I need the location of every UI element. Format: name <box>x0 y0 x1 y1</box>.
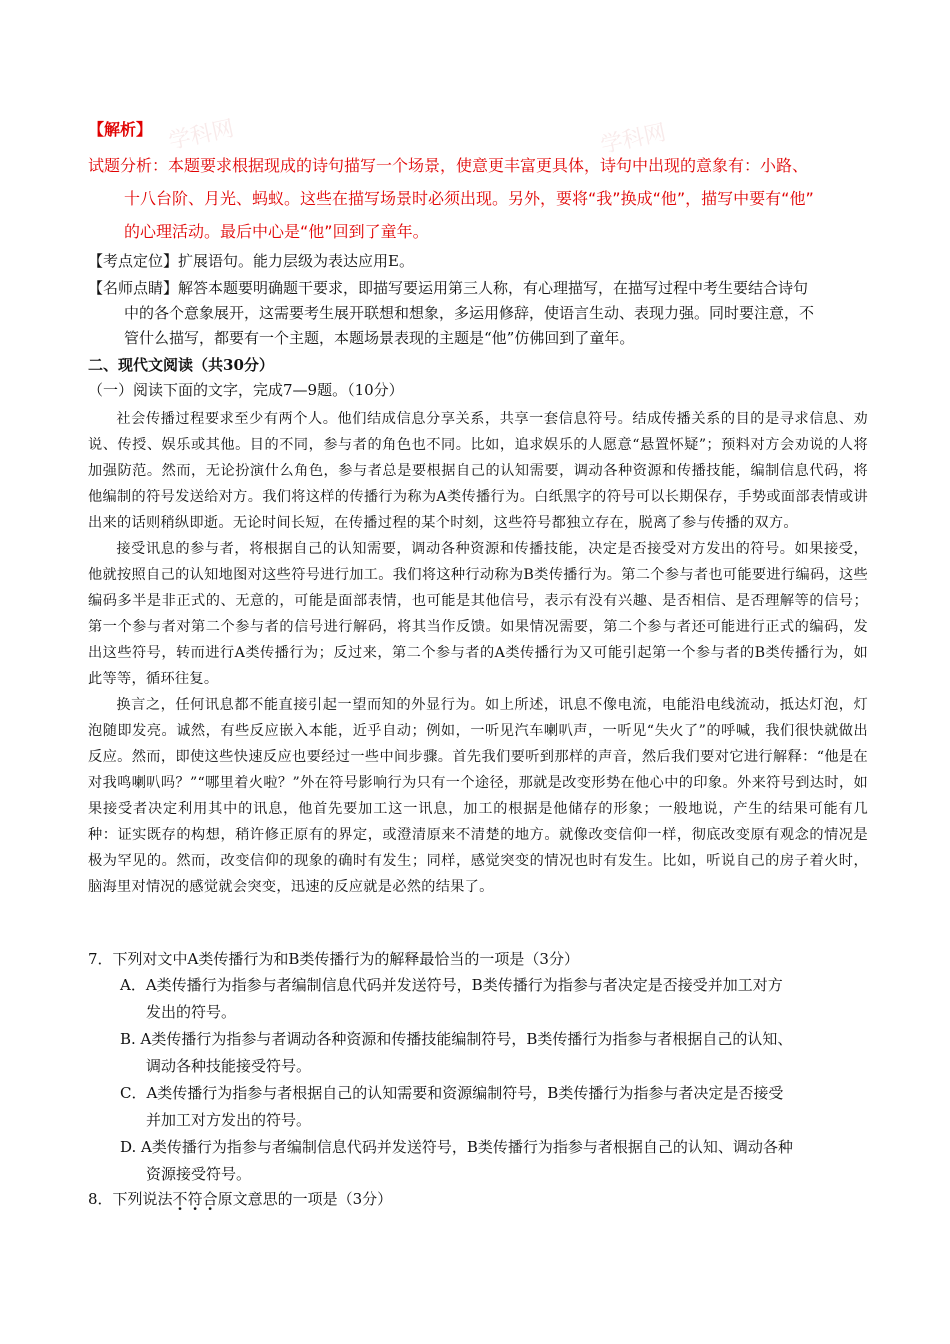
mingshi-line: 管什么描写，都要有一个主题，本题场景表现的主题是“他”仿佛回到了童年。 <box>124 329 635 347</box>
analysis-line: 的心理活动。最后中心是“他”回到了童年。 <box>124 222 429 241</box>
analysis-line: 十八台阶、月光、蚂蚁。这些在描写场景时必须出现。另外，要将“我”换成“他”，描写中要有“他” <box>124 189 814 208</box>
question-7-options <box>88 972 900 1188</box>
analysis-text <box>88 149 868 248</box>
option-b: B. A类传播行为指参与者调动各种资源和传播技能编制符号，B类传播行为指参与者根据自己的认知、 <box>120 1030 793 1048</box>
watermark: 学科网 <box>166 116 237 155</box>
section-title: 二、现代文阅读（共30分） <box>88 356 274 374</box>
option-d-cont: 资源接受符号。 <box>146 1165 252 1183</box>
option-d: D. A类传播行为指参与者编制信息代码并发送符号，B类传播行为指参与者根据自己的认知、调动各种 <box>120 1138 793 1156</box>
passage-paragraph: 社会传播过程要求至少有两个人。他们结成信息分享关系，共享一套信息符号。结成传播关系的目的是寻求信息、劝说、传授、娱乐或其他。目的不同，参与者的角色也不同。比如，追求娱乐的人愿意“悬置怀疑”；预料对方会劝说的人将加强防范。然而，无论扮演什么角色，参与者总是要根据自己的认知需要，调动各种资源和传播技能，编制信息代码，将他编制的符号发送给对方。我们将这样的传播行为称为A类传播行为。白纸黑字的符号可以长期保存，手势或面部表情或讲出来的话则稍纵即逝。无论时间长短，在传播过程的某个时刻，这些符号都独立存在，脱离了参与传播的双方。 <box>88 411 868 531</box>
mingshi-block <box>88 276 868 351</box>
subsection-title: （一）阅读下面的文字，完成7—9题。（10分） <box>88 381 404 399</box>
question-7 <box>88 946 868 972</box>
question-stem-pre: 8．下列说法 <box>88 1190 173 1208</box>
emphasis-char: 符 <box>187 1190 203 1208</box>
option-c-cont: 并加工对方发出的符号。 <box>146 1111 312 1129</box>
passage-paragraph: 接受讯息的参与者，将根据自己的认知需要，调动各种资源和传播技能，决定是否接受对方发出的符号。如果接受，他就按照自己的认知地图对这些符号进行加工。我们将这种行动称为B类传播行为。第二个参与者也可能要进行编码，这些编码多半是非正式的、无意的，可能是面部表情，也可能是其他信号，表示有没有兴趣、是否相信、是否理解等的信号；第一个参与者对第二个参与者的信号进行解码，将其当作反馈。如果情况需要，第二个参与者还可能进行正式的编码，发出这些符号，转而进行A类传播行为；反过来，第二个参与者的A类传播行为又可能引起第一个参与者的B类传播行为，如此等等，循环往复。 <box>88 541 868 687</box>
analysis-header: 【解析】 <box>88 120 153 139</box>
mingshi-line: 中的各个意象展开，这需要考生展开联想和想象，多运用修辞，使语言生动、表现力强。同时要注意，不 <box>124 304 815 322</box>
watermark: 学科网 <box>598 120 669 159</box>
option-b-cont: 调动各种技能接受符号。 <box>146 1057 312 1075</box>
analysis-line: 试题分析：本题要求根据现成的诗句描写一个场景，使意更丰富更具体，诗句中出现的意象有：小路、 <box>88 156 809 175</box>
option-c: C．A类传播行为指参与者根据自己的认知需要和资源编制符号，B类传播行为指参与者决定是否接受 <box>120 1084 784 1102</box>
option-a-cont: 发出的符号。 <box>146 1003 237 1021</box>
passage-paragraph: 换言之，任何讯息都不能直接引起一望而知的外显行为。如上所述，讯息不像电流，电能沿电线流动，抵达灯泡，灯泡随即发亮。诚然，有些反应嵌入本能，近乎自动；例如，一听见汽车喇叭声，一听见“失火了”的呼喊，我们很快就做出反应。然而，即使这些快速反应也要经过一些中间步骤。首先我们要听到那样的声音，然后我们要对它进行解释：“他是在对我鸣喇叭吗？”“哪里着火啦？”外在符号影响行为只有一个途径，那就是改变形势在他心中的印象。外来符号到达时，如果接受者决定利用其中的讯息，他首先要加工这一讯息，加工的根据是他储存的形象；一般地说，产生的结果可能有几种：证实既存的构想，稍许修正原有的界定，或澄清原来不清楚的地方。就像改变信仰一样，彻底改变原有观念的情况是极为罕见的。然而，改变信仰的现象的确时有发生；同样，感觉突变的情况也时有发生。比如，听说自己的房子着火时，脑海里对情况的感觉就会突变，迅速的反应就是必然的结果了。 <box>88 697 868 895</box>
mingshi-line: 【名师点睛】解答本题要明确题干要求，即描写要运用第三人称，有心理描写，在描写过程中考生要结合诗句 <box>88 279 809 297</box>
question-stem: 7．下列对文中A类传播行为和B类传播行为的解释最恰当的一项是（3分） <box>88 950 579 968</box>
question-8 <box>88 1186 868 1212</box>
emphasis-char: 合 <box>202 1190 218 1208</box>
reading-passage <box>88 406 868 900</box>
emphasis-char: 不 <box>172 1190 188 1208</box>
option-a: A．A类传播行为指参与者编制信息代码并发送符号，B类传播行为指参与者决定是否接受并加工对方 <box>120 976 783 994</box>
kaodian-line: 【考点定位】扩展语句。能力层级为表达应用E。 <box>88 252 414 270</box>
question-stem-post: 原文意思的一项是（3分） <box>217 1190 393 1208</box>
